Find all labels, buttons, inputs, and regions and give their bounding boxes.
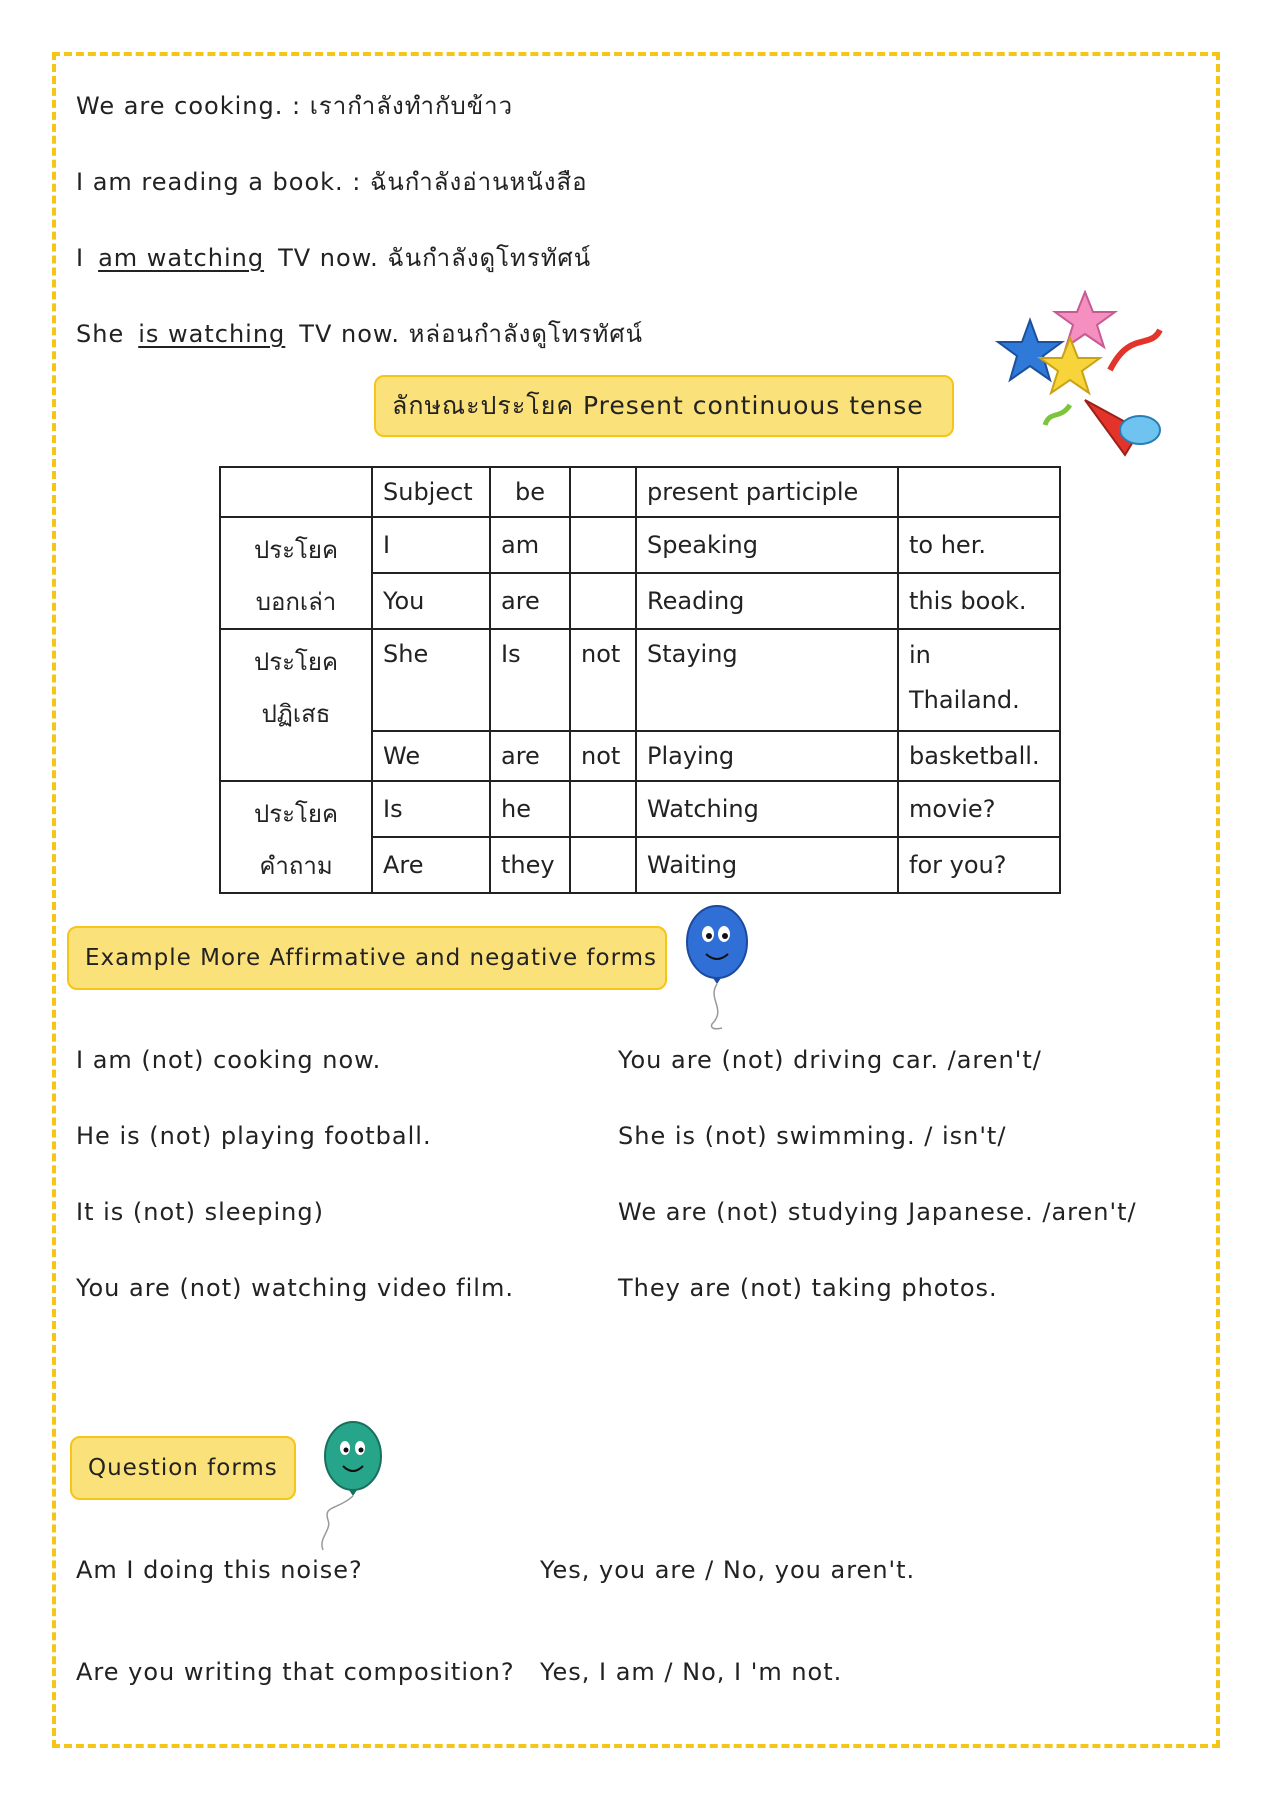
example-left-4: You are (not) watching video film. (76, 1274, 514, 1302)
blue-star-icon (998, 320, 1062, 380)
negative-label: ประโยค ปฏิเสธ (220, 629, 372, 781)
table-cell: they (490, 837, 570, 893)
table-cell: for you? (898, 837, 1060, 893)
answer-1: Yes, you are / No, you aren't. (540, 1556, 916, 1584)
table-cell: Reading (636, 573, 898, 629)
table-cell: She (372, 629, 490, 731)
green-balloon-icon (318, 1420, 388, 1560)
header-cell (898, 467, 1060, 517)
intro-line-3-subject: I (76, 244, 85, 272)
blue-balloon-icon (682, 904, 752, 1034)
table-cell: to her. (898, 517, 1060, 573)
table-cell: We (372, 731, 490, 781)
table-cell: he (490, 781, 570, 837)
table-cell (570, 781, 636, 837)
question-label: ประโยค คำถาม (220, 781, 372, 893)
affirmative-label: ประโยค บอกเล่า (220, 517, 372, 629)
example-left-2: He is (not) playing football. (76, 1122, 432, 1150)
table-row (220, 781, 1060, 837)
table-cell: are (490, 573, 570, 629)
table-header-row (220, 467, 1060, 517)
answer-2: Yes, I am / No, I 'm not. (540, 1658, 843, 1686)
intro-line-4 (76, 314, 643, 353)
table-cell: movie? (898, 781, 1060, 837)
intro-line-4-rest: TV now. หล่อนกำลังดูโทรทัศน์ (299, 320, 644, 348)
examples-title-tag: Example More Affirmative and negative forms (67, 926, 667, 990)
header-cell (220, 467, 372, 517)
grammar-table (219, 466, 1061, 894)
example-right-3: We are (not) studying Japanese. /aren't/ (618, 1198, 1137, 1226)
table-cell: Speaking (636, 517, 898, 573)
table-cell: are (490, 731, 570, 781)
table-cell: Staying (636, 629, 898, 731)
stars-party-icon (990, 290, 1180, 460)
intro-line-4-verb: is watching (138, 320, 286, 348)
intro-line-4-subject: She (76, 320, 125, 348)
table-cell: am (490, 517, 570, 573)
header-cell: Subject (372, 467, 490, 517)
question-1: Am I doing this noise? (76, 1556, 363, 1584)
intro-line-3 (76, 238, 591, 277)
table-cell (570, 837, 636, 893)
table-cell: not (570, 629, 636, 731)
table-cell: this book. (898, 573, 1060, 629)
header-cell: present participle (636, 467, 898, 517)
question-forms-tag: Question forms (70, 1436, 296, 1500)
pink-star-icon (1055, 292, 1115, 347)
table-cell: Are (372, 837, 490, 893)
table-cell: I (372, 517, 490, 573)
table-cell: You (372, 573, 490, 629)
example-right-4: They are (not) taking photos. (618, 1274, 998, 1302)
table-row (220, 629, 1060, 731)
table-cell: Is (372, 781, 490, 837)
structure-title-tag: ลักษณะประโยค Present continuous tense (374, 375, 954, 437)
header-cell (570, 467, 636, 517)
table-cell (570, 573, 636, 629)
table-cell: Waiting (636, 837, 898, 893)
example-left-1: I am (not) cooking now. (76, 1046, 382, 1074)
table-cell: Is (490, 629, 570, 731)
table-cell: basketball. (898, 731, 1060, 781)
table-cell: Watching (636, 781, 898, 837)
intro-line-3-verb: am watching (98, 244, 265, 272)
example-left-3: It is (not) sleeping) (76, 1198, 324, 1226)
table-cell: in Thailand. (898, 629, 1060, 731)
intro-line-1: We are cooking. : เรากำลังทำกับข้าว (76, 92, 514, 120)
example-right-1: You are (not) driving car. /aren't/ (618, 1046, 1042, 1074)
intro-line-2: I am reading a book. : ฉันกำลังอ่านหนังสือ (76, 168, 588, 196)
table-cell (570, 517, 636, 573)
question-2: Are you writing that composition? (76, 1658, 515, 1686)
header-cell: be (490, 467, 570, 517)
table-cell: not (570, 731, 636, 781)
example-right-2: She is (not) swimming. / isn't/ (618, 1122, 1007, 1150)
table-cell: Playing (636, 731, 898, 781)
table-row (220, 517, 1060, 573)
intro-line-3-rest: TV now. ฉันกำลังดูโทรทัศน์ (278, 244, 592, 272)
